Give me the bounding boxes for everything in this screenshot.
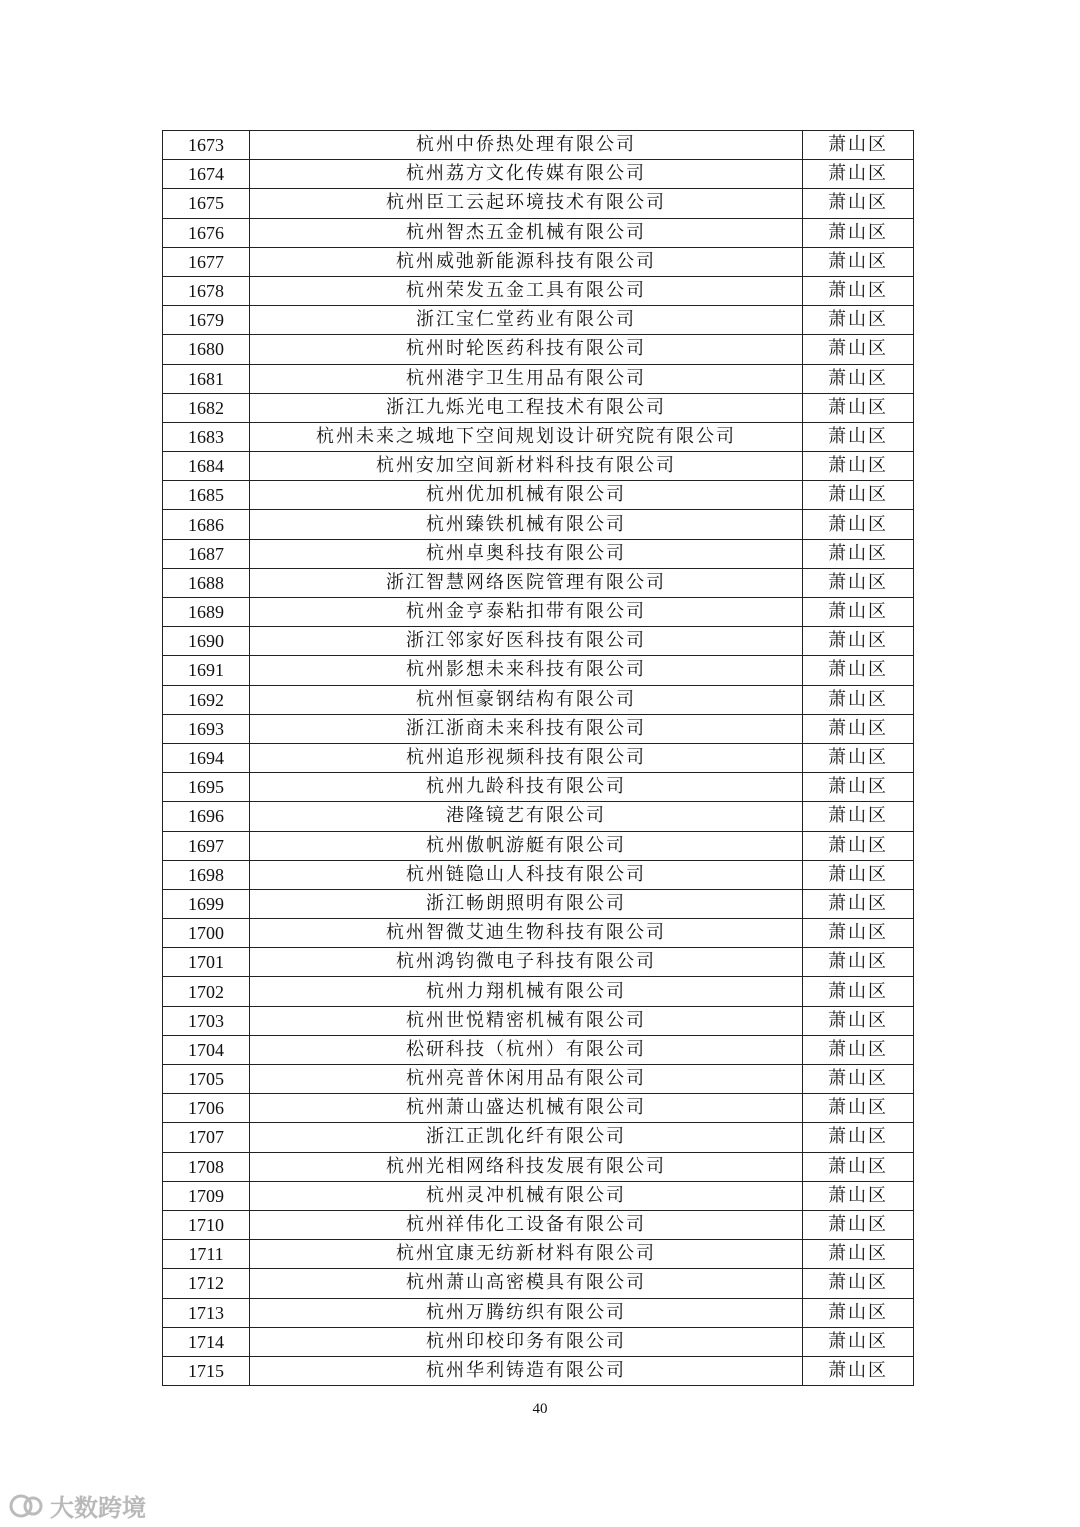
table-row	[163, 1356, 914, 1385]
row-number: 1713	[163, 1298, 250, 1327]
district: 萧山区	[803, 1298, 914, 1327]
company-name: 杭州荣发五金工具有限公司	[250, 276, 803, 305]
table-row	[163, 364, 914, 393]
table-row	[163, 1094, 914, 1123]
company-name: 杭州印校印务有限公司	[250, 1327, 803, 1356]
company-name: 杭州臣工云起环境技术有限公司	[250, 189, 803, 218]
district: 萧山区	[803, 1356, 914, 1385]
district: 萧山区	[803, 656, 914, 685]
company-name: 杭州金亨泰粘扣带有限公司	[250, 598, 803, 627]
company-name: 杭州卓奥科技有限公司	[250, 539, 803, 568]
row-number: 1691	[163, 656, 250, 685]
company-name: 杭州威弛新能源科技有限公司	[250, 247, 803, 276]
company-name: 浙江宝仁堂药业有限公司	[250, 306, 803, 335]
row-number: 1695	[163, 773, 250, 802]
company-name: 杭州链隐山人科技有限公司	[250, 860, 803, 889]
district: 萧山区	[803, 1094, 914, 1123]
district: 萧山区	[803, 1152, 914, 1181]
district: 萧山区	[803, 831, 914, 860]
district: 萧山区	[803, 510, 914, 539]
table-row	[163, 276, 914, 305]
district: 萧山区	[803, 948, 914, 977]
district: 萧山区	[803, 1006, 914, 1035]
page-number: 40	[532, 1401, 548, 1417]
table-row	[163, 714, 914, 743]
row-number: 1701	[163, 948, 250, 977]
row-number: 1709	[163, 1181, 250, 1210]
row-number: 1715	[163, 1356, 250, 1385]
company-name: 杭州中侨热处理有限公司	[250, 131, 803, 160]
company-name: 杭州鸿钧微电子科技有限公司	[250, 948, 803, 977]
table-row	[163, 919, 914, 948]
row-number: 1698	[163, 860, 250, 889]
district: 萧山区	[803, 1035, 914, 1064]
row-number: 1706	[163, 1094, 250, 1123]
district: 萧山区	[803, 481, 914, 510]
table-row	[163, 306, 914, 335]
district: 萧山区	[803, 919, 914, 948]
company-name: 杭州优加机械有限公司	[250, 481, 803, 510]
row-number: 1714	[163, 1327, 250, 1356]
row-number: 1685	[163, 481, 250, 510]
table-body	[163, 131, 914, 1386]
table-row	[163, 831, 914, 860]
table-row	[163, 393, 914, 422]
table-row	[163, 773, 914, 802]
company-name: 浙江正凯化纤有限公司	[250, 1123, 803, 1152]
row-number: 1696	[163, 802, 250, 831]
row-number: 1710	[163, 1210, 250, 1239]
table-row	[163, 1269, 914, 1298]
row-number: 1704	[163, 1035, 250, 1064]
district: 萧山区	[803, 306, 914, 335]
row-number: 1682	[163, 393, 250, 422]
company-name: 松研科技（杭州）有限公司	[250, 1035, 803, 1064]
company-name: 浙江浙商未来科技有限公司	[250, 714, 803, 743]
table-row	[163, 568, 914, 597]
company-name: 杭州万腾纺织有限公司	[250, 1298, 803, 1327]
table-row	[163, 1152, 914, 1181]
row-number: 1689	[163, 598, 250, 627]
table-row	[163, 1181, 914, 1210]
district: 萧山区	[803, 773, 914, 802]
company-name: 浙江邻家好医科技有限公司	[250, 627, 803, 656]
company-name: 杭州安加空间新材料科技有限公司	[250, 452, 803, 481]
company-name: 杭州祥伟化工设备有限公司	[250, 1210, 803, 1239]
district: 萧山区	[803, 802, 914, 831]
watermark-text: 大数跨境	[50, 1494, 146, 1522]
table-row	[163, 977, 914, 1006]
table-row	[163, 1240, 914, 1269]
row-number: 1681	[163, 364, 250, 393]
district: 萧山区	[803, 685, 914, 714]
district: 萧山区	[803, 276, 914, 305]
district: 萧山区	[803, 977, 914, 1006]
row-number: 1712	[163, 1269, 250, 1298]
table-row	[163, 1123, 914, 1152]
company-name: 浙江智慧网络医院管理有限公司	[250, 568, 803, 597]
row-number: 1711	[163, 1240, 250, 1269]
company-name: 杭州亮普休闲用品有限公司	[250, 1065, 803, 1094]
table-row	[163, 743, 914, 772]
district: 萧山区	[803, 743, 914, 772]
table-row	[163, 1298, 914, 1327]
row-number: 1697	[163, 831, 250, 860]
company-name: 港隆镜艺有限公司	[250, 802, 803, 831]
row-number: 1694	[163, 743, 250, 772]
row-number: 1693	[163, 714, 250, 743]
table-row	[163, 1327, 914, 1356]
watermark	[8, 1488, 146, 1523]
row-number: 1700	[163, 919, 250, 948]
company-name: 杭州萧山高密模具有限公司	[250, 1269, 803, 1298]
row-number: 1679	[163, 306, 250, 335]
table-row	[163, 889, 914, 918]
company-name: 杭州影想未来科技有限公司	[250, 656, 803, 685]
company-name: 杭州世悦精密机械有限公司	[250, 1006, 803, 1035]
table-row	[163, 335, 914, 364]
table-row	[163, 422, 914, 451]
row-number: 1674	[163, 160, 250, 189]
company-name: 杭州力翔机械有限公司	[250, 977, 803, 1006]
table-row	[163, 218, 914, 247]
company-name: 杭州萧山盛达机械有限公司	[250, 1094, 803, 1123]
row-number: 1699	[163, 889, 250, 918]
row-number: 1680	[163, 335, 250, 364]
table-row	[163, 539, 914, 568]
district: 萧山区	[803, 218, 914, 247]
district: 萧山区	[803, 627, 914, 656]
table-row	[163, 948, 914, 977]
watermark-logo-icon	[8, 1491, 44, 1521]
row-number: 1675	[163, 189, 250, 218]
company-name: 杭州宜康无纺新材料有限公司	[250, 1240, 803, 1269]
table-row	[163, 656, 914, 685]
row-number: 1703	[163, 1006, 250, 1035]
company-name: 杭州恒豪钢结构有限公司	[250, 685, 803, 714]
row-number: 1702	[163, 977, 250, 1006]
table-row	[163, 452, 914, 481]
district: 萧山区	[803, 539, 914, 568]
district: 萧山区	[803, 1123, 914, 1152]
table-row	[163, 598, 914, 627]
district: 萧山区	[803, 568, 914, 597]
district: 萧山区	[803, 452, 914, 481]
district: 萧山区	[803, 131, 914, 160]
table-row	[163, 1035, 914, 1064]
district: 萧山区	[803, 1210, 914, 1239]
company-table	[162, 130, 914, 1386]
company-name: 杭州追形视频科技有限公司	[250, 743, 803, 772]
district: 萧山区	[803, 364, 914, 393]
table-row	[163, 510, 914, 539]
row-number: 1686	[163, 510, 250, 539]
row-number: 1692	[163, 685, 250, 714]
row-number: 1708	[163, 1152, 250, 1181]
company-name: 杭州时轮医药科技有限公司	[250, 335, 803, 364]
district: 萧山区	[803, 1181, 914, 1210]
company-name: 杭州智微艾迪生物科技有限公司	[250, 919, 803, 948]
table-row	[163, 1006, 914, 1035]
company-name: 杭州傲帆游艇有限公司	[250, 831, 803, 860]
district: 萧山区	[803, 714, 914, 743]
table-row	[163, 1065, 914, 1094]
row-number: 1687	[163, 539, 250, 568]
row-number: 1705	[163, 1065, 250, 1094]
district: 萧山区	[803, 598, 914, 627]
district: 萧山区	[803, 422, 914, 451]
table-row	[163, 189, 914, 218]
table-row	[163, 160, 914, 189]
company-name: 杭州光相网络科技发展有限公司	[250, 1152, 803, 1181]
district: 萧山区	[803, 1065, 914, 1094]
district: 萧山区	[803, 860, 914, 889]
company-name: 杭州未来之城地下空间规划设计研究院有限公司	[250, 422, 803, 451]
district: 萧山区	[803, 889, 914, 918]
row-number: 1676	[163, 218, 250, 247]
row-number: 1673	[163, 131, 250, 160]
company-name: 杭州华利铸造有限公司	[250, 1356, 803, 1385]
company-name: 浙江畅朗照明有限公司	[250, 889, 803, 918]
district: 萧山区	[803, 189, 914, 218]
table-row	[163, 860, 914, 889]
row-number: 1688	[163, 568, 250, 597]
company-name: 杭州九龄科技有限公司	[250, 773, 803, 802]
district: 萧山区	[803, 393, 914, 422]
table-row	[163, 627, 914, 656]
district: 萧山区	[803, 1269, 914, 1298]
company-name: 浙江九烁光电工程技术有限公司	[250, 393, 803, 422]
table-row	[163, 1210, 914, 1239]
company-name: 杭州灵冲机械有限公司	[250, 1181, 803, 1210]
district: 萧山区	[803, 335, 914, 364]
table-row	[163, 131, 914, 160]
table-row	[163, 481, 914, 510]
table-row	[163, 685, 914, 714]
district: 萧山区	[803, 1240, 914, 1269]
company-name: 杭州臻铁机械有限公司	[250, 510, 803, 539]
district: 萧山区	[803, 247, 914, 276]
row-number: 1683	[163, 422, 250, 451]
row-number: 1678	[163, 276, 250, 305]
table-row	[163, 802, 914, 831]
row-number: 1677	[163, 247, 250, 276]
district: 萧山区	[803, 1327, 914, 1356]
district: 萧山区	[803, 160, 914, 189]
row-number: 1707	[163, 1123, 250, 1152]
row-number: 1684	[163, 452, 250, 481]
company-name: 杭州港宇卫生用品有限公司	[250, 364, 803, 393]
company-name: 杭州荔方文化传媒有限公司	[250, 160, 803, 189]
row-number: 1690	[163, 627, 250, 656]
table-row	[163, 247, 914, 276]
company-name: 杭州智杰五金机械有限公司	[250, 218, 803, 247]
